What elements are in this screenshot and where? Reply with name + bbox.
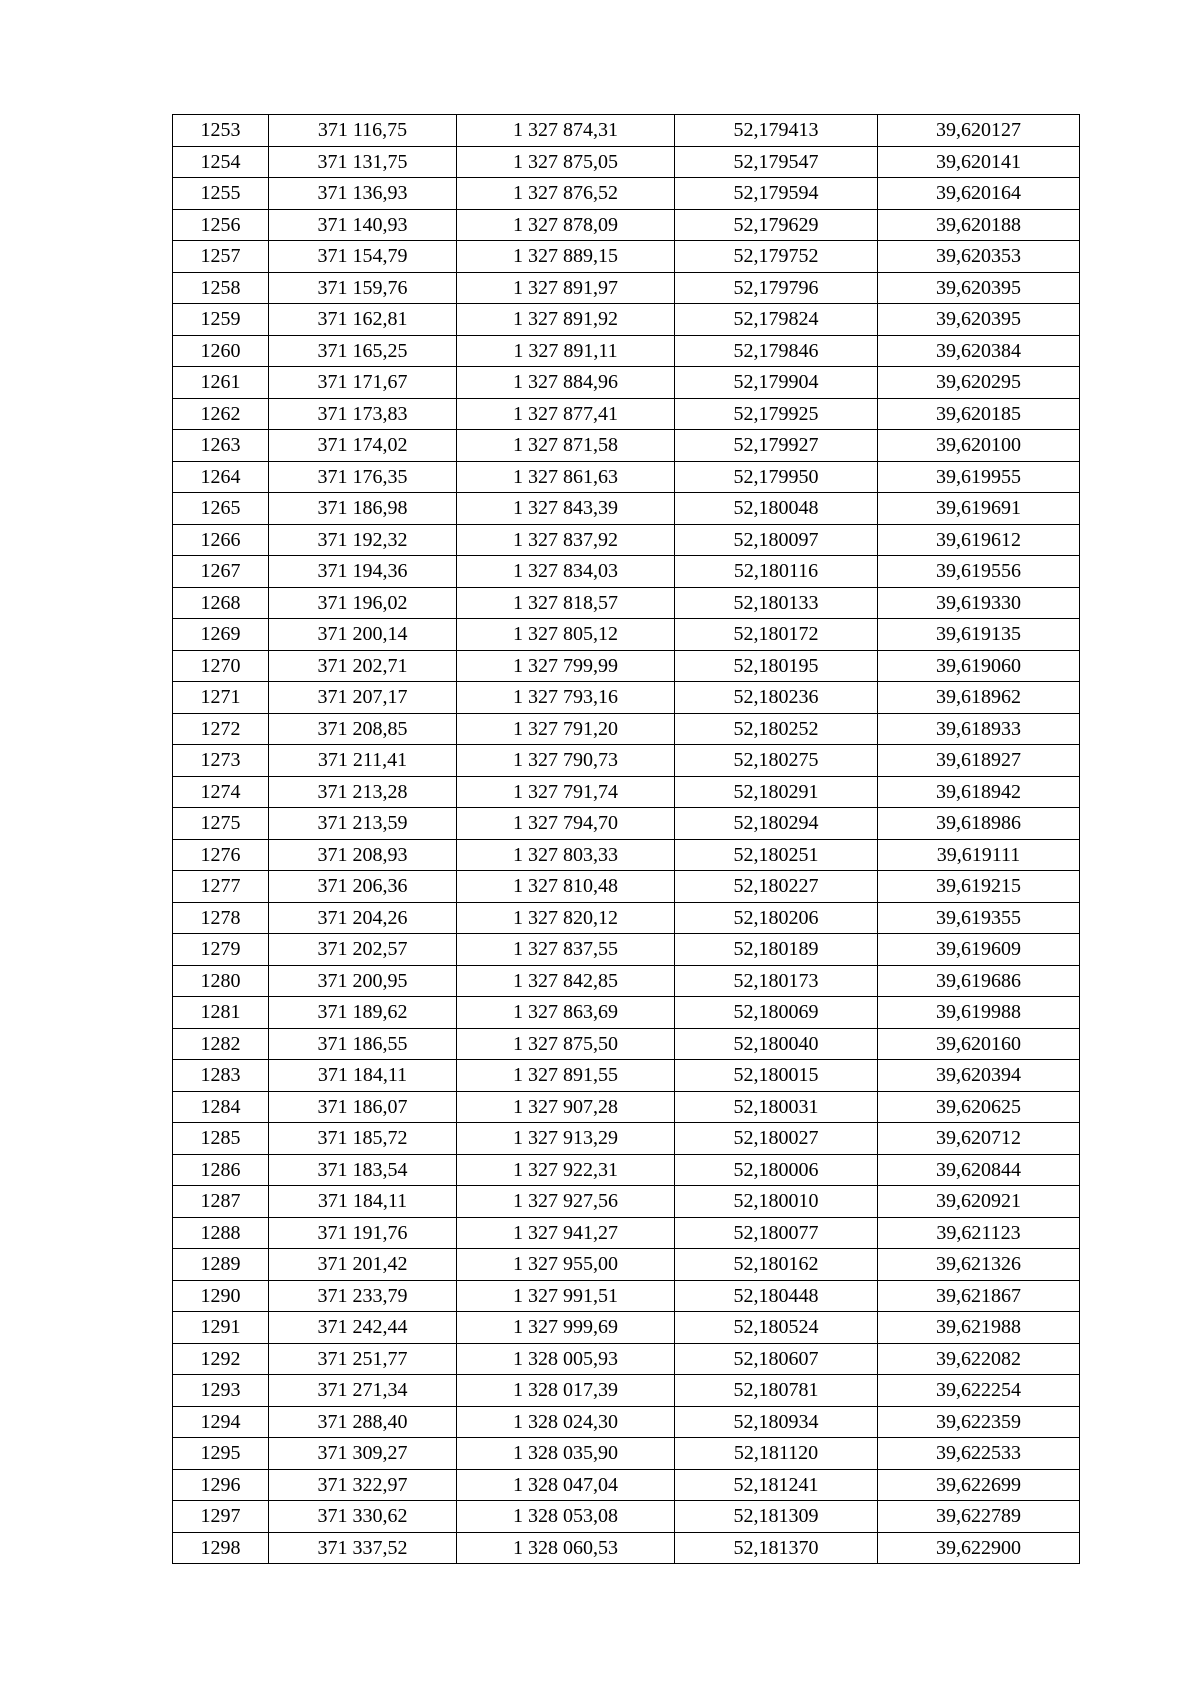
latitude-cell: 52,180448 xyxy=(675,1280,878,1312)
table-row xyxy=(173,997,1080,1029)
latitude-cell: 52,180010 xyxy=(675,1186,878,1218)
point-number-cell: 1257 xyxy=(173,241,269,273)
table-row xyxy=(173,839,1080,871)
longitude-cell: 39,618942 xyxy=(878,776,1080,808)
point-number-cell: 1263 xyxy=(173,430,269,462)
point-number-cell: 1291 xyxy=(173,1312,269,1344)
longitude-cell: 39,619609 xyxy=(878,934,1080,966)
point-number-cell: 1294 xyxy=(173,1406,269,1438)
table-row xyxy=(173,902,1080,934)
x-coordinate-cell: 371 330,62 xyxy=(269,1501,457,1533)
y-coordinate-cell: 1 327 991,51 xyxy=(457,1280,675,1312)
table-row xyxy=(173,1091,1080,1123)
latitude-cell: 52,181241 xyxy=(675,1469,878,1501)
point-number-cell: 1285 xyxy=(173,1123,269,1155)
table-row xyxy=(173,146,1080,178)
y-coordinate-cell: 1 327 999,69 xyxy=(457,1312,675,1344)
point-number-cell: 1280 xyxy=(173,965,269,997)
x-coordinate-cell: 371 189,62 xyxy=(269,997,457,1029)
table-row xyxy=(173,1438,1080,1470)
longitude-cell: 39,621867 xyxy=(878,1280,1080,1312)
point-number-cell: 1286 xyxy=(173,1154,269,1186)
point-number-cell: 1261 xyxy=(173,367,269,399)
table-row xyxy=(173,965,1080,997)
table-row xyxy=(173,1469,1080,1501)
x-coordinate-cell: 371 322,97 xyxy=(269,1469,457,1501)
x-coordinate-cell: 371 200,95 xyxy=(269,965,457,997)
y-coordinate-cell: 1 327 922,31 xyxy=(457,1154,675,1186)
longitude-cell: 39,622699 xyxy=(878,1469,1080,1501)
table-row xyxy=(173,1123,1080,1155)
longitude-cell: 39,621326 xyxy=(878,1249,1080,1281)
latitude-cell: 52,179796 xyxy=(675,272,878,304)
x-coordinate-cell: 371 204,26 xyxy=(269,902,457,934)
y-coordinate-cell: 1 327 791,20 xyxy=(457,713,675,745)
x-coordinate-cell: 371 208,93 xyxy=(269,839,457,871)
y-coordinate-cell: 1 328 024,30 xyxy=(457,1406,675,1438)
x-coordinate-cell: 371 206,36 xyxy=(269,871,457,903)
y-coordinate-cell: 1 328 047,04 xyxy=(457,1469,675,1501)
y-coordinate-cell: 1 327 818,57 xyxy=(457,587,675,619)
y-coordinate-cell: 1 327 810,48 xyxy=(457,871,675,903)
latitude-cell: 52,179629 xyxy=(675,209,878,241)
longitude-cell: 39,620160 xyxy=(878,1028,1080,1060)
point-number-cell: 1278 xyxy=(173,902,269,934)
y-coordinate-cell: 1 327 913,29 xyxy=(457,1123,675,1155)
x-coordinate-cell: 371 174,02 xyxy=(269,430,457,462)
longitude-cell: 39,620712 xyxy=(878,1123,1080,1155)
y-coordinate-cell: 1 327 941,27 xyxy=(457,1217,675,1249)
latitude-cell: 52,180173 xyxy=(675,965,878,997)
point-number-cell: 1260 xyxy=(173,335,269,367)
longitude-cell: 39,620395 xyxy=(878,304,1080,336)
y-coordinate-cell: 1 327 878,09 xyxy=(457,209,675,241)
point-number-cell: 1298 xyxy=(173,1532,269,1564)
table-row xyxy=(173,209,1080,241)
table-row xyxy=(173,1060,1080,1092)
x-coordinate-cell: 371 242,44 xyxy=(269,1312,457,1344)
x-coordinate-cell: 371 337,52 xyxy=(269,1532,457,1564)
x-coordinate-cell: 371 211,41 xyxy=(269,745,457,777)
point-number-cell: 1271 xyxy=(173,682,269,714)
point-number-cell: 1254 xyxy=(173,146,269,178)
y-coordinate-cell: 1 327 861,63 xyxy=(457,461,675,493)
table-row xyxy=(173,1312,1080,1344)
table-row xyxy=(173,272,1080,304)
table-row xyxy=(173,1154,1080,1186)
coordinates-table xyxy=(172,114,1080,1564)
table-row xyxy=(173,587,1080,619)
latitude-cell: 52,180195 xyxy=(675,650,878,682)
longitude-cell: 39,618927 xyxy=(878,745,1080,777)
longitude-cell: 39,622533 xyxy=(878,1438,1080,1470)
y-coordinate-cell: 1 327 837,55 xyxy=(457,934,675,966)
latitude-cell: 52,180031 xyxy=(675,1091,878,1123)
x-coordinate-cell: 371 271,34 xyxy=(269,1375,457,1407)
x-coordinate-cell: 371 288,40 xyxy=(269,1406,457,1438)
table-row xyxy=(173,304,1080,336)
latitude-cell: 52,180015 xyxy=(675,1060,878,1092)
y-coordinate-cell: 1 328 035,90 xyxy=(457,1438,675,1470)
latitude-cell: 52,180934 xyxy=(675,1406,878,1438)
latitude-cell: 52,180097 xyxy=(675,524,878,556)
longitude-cell: 39,620185 xyxy=(878,398,1080,430)
table-row xyxy=(173,398,1080,430)
x-coordinate-cell: 371 183,54 xyxy=(269,1154,457,1186)
longitude-cell: 39,619111 xyxy=(878,839,1080,871)
table-row xyxy=(173,115,1080,147)
latitude-cell: 52,180133 xyxy=(675,587,878,619)
table-row xyxy=(173,461,1080,493)
longitude-cell: 39,620625 xyxy=(878,1091,1080,1123)
latitude-cell: 52,180048 xyxy=(675,493,878,525)
longitude-cell: 39,620394 xyxy=(878,1060,1080,1092)
table-row xyxy=(173,178,1080,210)
point-number-cell: 1268 xyxy=(173,587,269,619)
latitude-cell: 52,180291 xyxy=(675,776,878,808)
x-coordinate-cell: 371 136,93 xyxy=(269,178,457,210)
x-coordinate-cell: 371 186,55 xyxy=(269,1028,457,1060)
table-row xyxy=(173,1406,1080,1438)
point-number-cell: 1295 xyxy=(173,1438,269,1470)
longitude-cell: 39,622900 xyxy=(878,1532,1080,1564)
table-row xyxy=(173,713,1080,745)
latitude-cell: 52,180781 xyxy=(675,1375,878,1407)
y-coordinate-cell: 1 327 874,31 xyxy=(457,115,675,147)
point-number-cell: 1288 xyxy=(173,1217,269,1249)
y-coordinate-cell: 1 327 805,12 xyxy=(457,619,675,651)
latitude-cell: 52,180172 xyxy=(675,619,878,651)
latitude-cell: 52,180006 xyxy=(675,1154,878,1186)
point-number-cell: 1273 xyxy=(173,745,269,777)
y-coordinate-cell: 1 328 060,53 xyxy=(457,1532,675,1564)
longitude-cell: 39,618986 xyxy=(878,808,1080,840)
table-row xyxy=(173,493,1080,525)
y-coordinate-cell: 1 327 871,58 xyxy=(457,430,675,462)
longitude-cell: 39,619330 xyxy=(878,587,1080,619)
latitude-cell: 52,179925 xyxy=(675,398,878,430)
latitude-cell: 52,179413 xyxy=(675,115,878,147)
latitude-cell: 52,180189 xyxy=(675,934,878,966)
y-coordinate-cell: 1 327 863,69 xyxy=(457,997,675,1029)
latitude-cell: 52,180040 xyxy=(675,1028,878,1060)
point-number-cell: 1284 xyxy=(173,1091,269,1123)
table-row xyxy=(173,1028,1080,1060)
point-number-cell: 1264 xyxy=(173,461,269,493)
x-coordinate-cell: 371 173,83 xyxy=(269,398,457,430)
x-coordinate-cell: 371 192,32 xyxy=(269,524,457,556)
x-coordinate-cell: 371 194,36 xyxy=(269,556,457,588)
point-number-cell: 1287 xyxy=(173,1186,269,1218)
point-number-cell: 1289 xyxy=(173,1249,269,1281)
latitude-cell: 52,180236 xyxy=(675,682,878,714)
y-coordinate-cell: 1 327 891,92 xyxy=(457,304,675,336)
latitude-cell: 52,180251 xyxy=(675,839,878,871)
x-coordinate-cell: 371 165,25 xyxy=(269,335,457,367)
table-row xyxy=(173,682,1080,714)
longitude-cell: 39,619215 xyxy=(878,871,1080,903)
point-number-cell: 1272 xyxy=(173,713,269,745)
longitude-cell: 39,621988 xyxy=(878,1312,1080,1344)
longitude-cell: 39,622359 xyxy=(878,1406,1080,1438)
latitude-cell: 52,180607 xyxy=(675,1343,878,1375)
y-coordinate-cell: 1 327 875,05 xyxy=(457,146,675,178)
coordinates-table-body xyxy=(173,115,1080,1564)
table-row xyxy=(173,871,1080,903)
longitude-cell: 39,619691 xyxy=(878,493,1080,525)
point-number-cell: 1283 xyxy=(173,1060,269,1092)
point-number-cell: 1258 xyxy=(173,272,269,304)
longitude-cell: 39,620100 xyxy=(878,430,1080,462)
longitude-cell: 39,618962 xyxy=(878,682,1080,714)
table-row xyxy=(173,524,1080,556)
longitude-cell: 39,620353 xyxy=(878,241,1080,273)
point-number-cell: 1275 xyxy=(173,808,269,840)
longitude-cell: 39,619955 xyxy=(878,461,1080,493)
table-row xyxy=(173,776,1080,808)
point-number-cell: 1256 xyxy=(173,209,269,241)
latitude-cell: 52,180027 xyxy=(675,1123,878,1155)
latitude-cell: 52,179547 xyxy=(675,146,878,178)
table-row xyxy=(173,745,1080,777)
table-row xyxy=(173,241,1080,273)
x-coordinate-cell: 371 196,02 xyxy=(269,587,457,619)
point-number-cell: 1296 xyxy=(173,1469,269,1501)
y-coordinate-cell: 1 327 820,12 xyxy=(457,902,675,934)
x-coordinate-cell: 371 208,85 xyxy=(269,713,457,745)
point-number-cell: 1266 xyxy=(173,524,269,556)
y-coordinate-cell: 1 327 794,70 xyxy=(457,808,675,840)
longitude-cell: 39,622789 xyxy=(878,1501,1080,1533)
point-number-cell: 1293 xyxy=(173,1375,269,1407)
x-coordinate-cell: 371 200,14 xyxy=(269,619,457,651)
x-coordinate-cell: 371 184,11 xyxy=(269,1186,457,1218)
y-coordinate-cell: 1 327 889,15 xyxy=(457,241,675,273)
latitude-cell: 52,180206 xyxy=(675,902,878,934)
x-coordinate-cell: 371 202,57 xyxy=(269,934,457,966)
table-row xyxy=(173,1186,1080,1218)
y-coordinate-cell: 1 327 955,00 xyxy=(457,1249,675,1281)
x-coordinate-cell: 371 213,28 xyxy=(269,776,457,808)
longitude-cell: 39,620188 xyxy=(878,209,1080,241)
point-number-cell: 1282 xyxy=(173,1028,269,1060)
point-number-cell: 1262 xyxy=(173,398,269,430)
y-coordinate-cell: 1 327 842,85 xyxy=(457,965,675,997)
longitude-cell: 39,619355 xyxy=(878,902,1080,934)
table-row xyxy=(173,1501,1080,1533)
y-coordinate-cell: 1 328 005,93 xyxy=(457,1343,675,1375)
x-coordinate-cell: 371 171,67 xyxy=(269,367,457,399)
point-number-cell: 1274 xyxy=(173,776,269,808)
x-coordinate-cell: 371 309,27 xyxy=(269,1438,457,1470)
latitude-cell: 52,180077 xyxy=(675,1217,878,1249)
longitude-cell: 39,620395 xyxy=(878,272,1080,304)
point-number-cell: 1259 xyxy=(173,304,269,336)
table-row xyxy=(173,1532,1080,1564)
y-coordinate-cell: 1 327 790,73 xyxy=(457,745,675,777)
longitude-cell: 39,620141 xyxy=(878,146,1080,178)
x-coordinate-cell: 371 185,72 xyxy=(269,1123,457,1155)
point-number-cell: 1292 xyxy=(173,1343,269,1375)
latitude-cell: 52,180252 xyxy=(675,713,878,745)
latitude-cell: 52,179927 xyxy=(675,430,878,462)
table-row xyxy=(173,1280,1080,1312)
latitude-cell: 52,179846 xyxy=(675,335,878,367)
y-coordinate-cell: 1 327 891,55 xyxy=(457,1060,675,1092)
longitude-cell: 39,619988 xyxy=(878,997,1080,1029)
latitude-cell: 52,181309 xyxy=(675,1501,878,1533)
latitude-cell: 52,179950 xyxy=(675,461,878,493)
x-coordinate-cell: 371 186,98 xyxy=(269,493,457,525)
point-number-cell: 1269 xyxy=(173,619,269,651)
longitude-cell: 39,618933 xyxy=(878,713,1080,745)
table-row xyxy=(173,335,1080,367)
latitude-cell: 52,179824 xyxy=(675,304,878,336)
longitude-cell: 39,619060 xyxy=(878,650,1080,682)
table-row xyxy=(173,1249,1080,1281)
y-coordinate-cell: 1 327 793,16 xyxy=(457,682,675,714)
longitude-cell: 39,621123 xyxy=(878,1217,1080,1249)
y-coordinate-cell: 1 327 803,33 xyxy=(457,839,675,871)
latitude-cell: 52,179752 xyxy=(675,241,878,273)
point-number-cell: 1267 xyxy=(173,556,269,588)
longitude-cell: 39,619135 xyxy=(878,619,1080,651)
x-coordinate-cell: 371 131,75 xyxy=(269,146,457,178)
x-coordinate-cell: 371 201,42 xyxy=(269,1249,457,1281)
point-number-cell: 1276 xyxy=(173,839,269,871)
table-row xyxy=(173,367,1080,399)
longitude-cell: 39,620384 xyxy=(878,335,1080,367)
table-row xyxy=(173,650,1080,682)
x-coordinate-cell: 371 184,11 xyxy=(269,1060,457,1092)
latitude-cell: 52,180275 xyxy=(675,745,878,777)
latitude-cell: 52,180524 xyxy=(675,1312,878,1344)
latitude-cell: 52,180227 xyxy=(675,871,878,903)
x-coordinate-cell: 371 191,76 xyxy=(269,1217,457,1249)
point-number-cell: 1255 xyxy=(173,178,269,210)
y-coordinate-cell: 1 327 927,56 xyxy=(457,1186,675,1218)
longitude-cell: 39,620164 xyxy=(878,178,1080,210)
point-number-cell: 1279 xyxy=(173,934,269,966)
y-coordinate-cell: 1 327 834,03 xyxy=(457,556,675,588)
point-number-cell: 1270 xyxy=(173,650,269,682)
x-coordinate-cell: 371 251,77 xyxy=(269,1343,457,1375)
y-coordinate-cell: 1 327 843,39 xyxy=(457,493,675,525)
longitude-cell: 39,619556 xyxy=(878,556,1080,588)
y-coordinate-cell: 1 327 799,99 xyxy=(457,650,675,682)
latitude-cell: 52,181120 xyxy=(675,1438,878,1470)
longitude-cell: 39,620844 xyxy=(878,1154,1080,1186)
latitude-cell: 52,181370 xyxy=(675,1532,878,1564)
latitude-cell: 52,180294 xyxy=(675,808,878,840)
point-number-cell: 1281 xyxy=(173,997,269,1029)
y-coordinate-cell: 1 327 891,97 xyxy=(457,272,675,304)
table-row xyxy=(173,619,1080,651)
longitude-cell: 39,620127 xyxy=(878,115,1080,147)
y-coordinate-cell: 1 327 884,96 xyxy=(457,367,675,399)
y-coordinate-cell: 1 327 907,28 xyxy=(457,1091,675,1123)
latitude-cell: 52,179594 xyxy=(675,178,878,210)
point-number-cell: 1290 xyxy=(173,1280,269,1312)
x-coordinate-cell: 371 202,71 xyxy=(269,650,457,682)
longitude-cell: 39,620921 xyxy=(878,1186,1080,1218)
latitude-cell: 52,179904 xyxy=(675,367,878,399)
point-number-cell: 1277 xyxy=(173,871,269,903)
x-coordinate-cell: 371 116,75 xyxy=(269,115,457,147)
y-coordinate-cell: 1 327 891,11 xyxy=(457,335,675,367)
table-row xyxy=(173,934,1080,966)
longitude-cell: 39,619612 xyxy=(878,524,1080,556)
longitude-cell: 39,622254 xyxy=(878,1375,1080,1407)
y-coordinate-cell: 1 328 017,39 xyxy=(457,1375,675,1407)
latitude-cell: 52,180162 xyxy=(675,1249,878,1281)
longitude-cell: 39,620295 xyxy=(878,367,1080,399)
x-coordinate-cell: 371 176,35 xyxy=(269,461,457,493)
y-coordinate-cell: 1 327 877,41 xyxy=(457,398,675,430)
table-row xyxy=(173,556,1080,588)
latitude-cell: 52,180069 xyxy=(675,997,878,1029)
y-coordinate-cell: 1 327 876,52 xyxy=(457,178,675,210)
y-coordinate-cell: 1 327 837,92 xyxy=(457,524,675,556)
table-row xyxy=(173,430,1080,462)
table-row xyxy=(173,1217,1080,1249)
table-row xyxy=(173,808,1080,840)
x-coordinate-cell: 371 207,17 xyxy=(269,682,457,714)
table-row xyxy=(173,1375,1080,1407)
x-coordinate-cell: 371 213,59 xyxy=(269,808,457,840)
x-coordinate-cell: 371 162,81 xyxy=(269,304,457,336)
x-coordinate-cell: 371 186,07 xyxy=(269,1091,457,1123)
x-coordinate-cell: 371 154,79 xyxy=(269,241,457,273)
point-number-cell: 1297 xyxy=(173,1501,269,1533)
point-number-cell: 1265 xyxy=(173,493,269,525)
y-coordinate-cell: 1 327 791,74 xyxy=(457,776,675,808)
x-coordinate-cell: 371 159,76 xyxy=(269,272,457,304)
x-coordinate-cell: 371 233,79 xyxy=(269,1280,457,1312)
latitude-cell: 52,180116 xyxy=(675,556,878,588)
point-number-cell: 1253 xyxy=(173,115,269,147)
x-coordinate-cell: 371 140,93 xyxy=(269,209,457,241)
longitude-cell: 39,619686 xyxy=(878,965,1080,997)
table-row xyxy=(173,1343,1080,1375)
y-coordinate-cell: 1 328 053,08 xyxy=(457,1501,675,1533)
y-coordinate-cell: 1 327 875,50 xyxy=(457,1028,675,1060)
longitude-cell: 39,622082 xyxy=(878,1343,1080,1375)
